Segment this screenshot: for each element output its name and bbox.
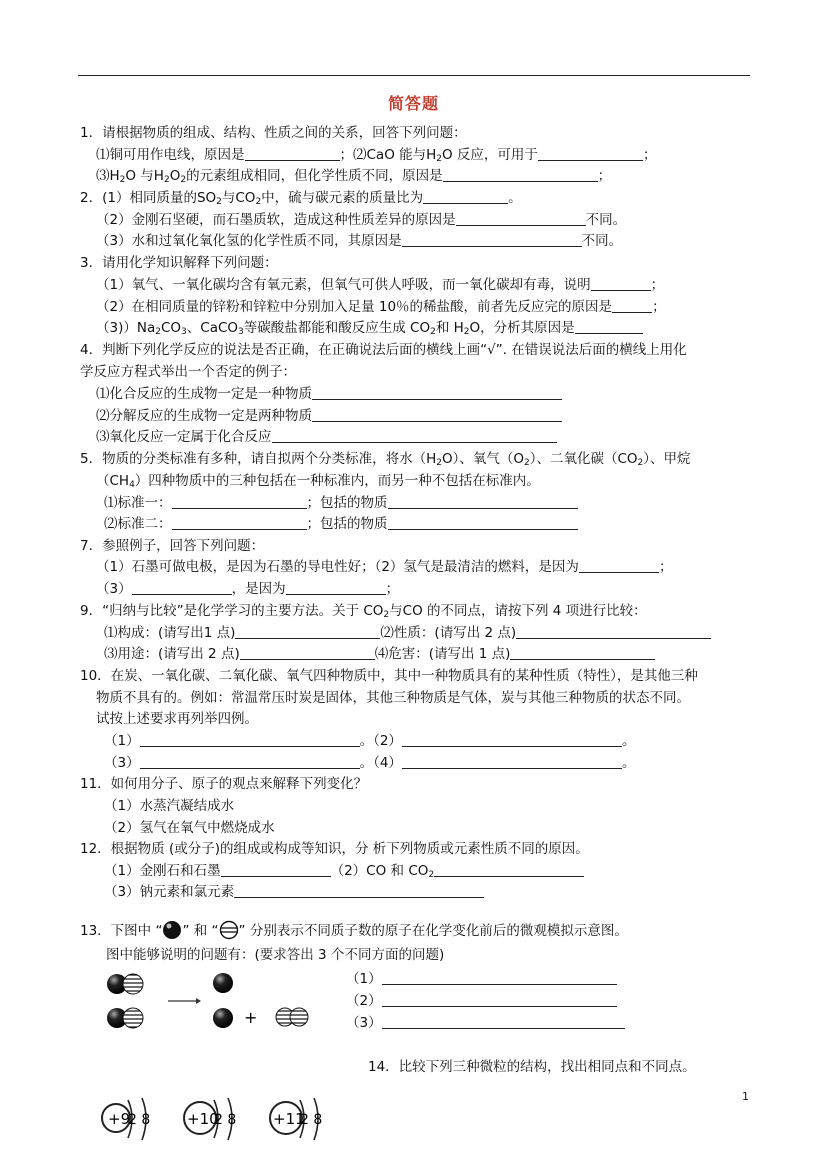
q12-line-c: （3）钠元素和氯元素: [104, 883, 484, 901]
q3-line-c: $(3))Na_2CO_3$、CaCO$_3$等碳酸盐都能和酸反应生成 $CO_2$和 $H_2O$，分析其原因是: [96, 319, 643, 341]
answer-blank[interactable]: [443, 168, 598, 182]
answer-blank[interactable]: [272, 429, 557, 443]
q2-line-b: （2）金刚石坚硬，而石墨质软，造成这种性质差异的原因是 不同。: [96, 212, 627, 228]
q9-line-a: ⑴构成：(请写出1 点) ⑵性质：(请写出 2 点): [104, 624, 711, 642]
q13-answer-2: （2）: [346, 992, 617, 1010]
answer-blank[interactable]: [591, 277, 651, 291]
answer-blank[interactable]: [402, 733, 622, 747]
answer-blank[interactable]: [312, 408, 562, 422]
answer-blank[interactable]: [221, 863, 331, 877]
q14-stem: 14．比较下列三种微粒的结构，找出相同点和不同点。: [368, 1059, 696, 1075]
answer-blank[interactable]: [234, 884, 484, 898]
q11-stem: 11．如何用分子、原子的观点来解释下列变化？: [80, 776, 368, 792]
q10-answers-2: （3） 。（4） 。: [104, 755, 636, 771]
reaction-diagram: [100, 965, 330, 1045]
q11-line-b: （2）氢气在氧气中燃烧成水: [104, 820, 275, 836]
q4-line-c: ⑶氧化反应一定属于化合反应: [96, 428, 557, 446]
answer-blank[interactable]: [579, 559, 659, 573]
q4-stem-2: 学反应方程式举出一个否定的例子：: [80, 364, 296, 380]
svg-text:+10: +10: [187, 1110, 219, 1128]
answer-blank[interactable]: [245, 147, 340, 161]
atom-structure-neon: [184, 1098, 236, 1140]
q7-line-b: （3） ，是因为 ；: [96, 581, 400, 597]
answer-blank[interactable]: [538, 147, 643, 161]
q4-line-a: ⑴化合反应的生成物一定是一种物质: [96, 385, 562, 403]
q10-line-1: 10．在炭、一氧化碳、二氧化碳、氧气四种物质中，其中一种物质具有的某种性质（特性），是其他三种: [80, 668, 698, 684]
svg-text:2 8: 2 8: [300, 1112, 323, 1128]
q9-line-b: ⑶用途：(请写出 2 点) ⑷危害：(请写出 1 点): [104, 645, 655, 663]
answer-blank[interactable]: [388, 516, 578, 530]
answer-blank[interactable]: [510, 646, 655, 660]
answer-blank[interactable]: [382, 1015, 625, 1029]
answer-blank[interactable]: [402, 755, 622, 769]
q1-line-a: ⑴铜可用作电线，原因是 ；⑵CaO 能与$H_2O$ 反应，可用于 ；: [96, 147, 657, 164]
answer-blank[interactable]: [240, 646, 375, 660]
answer-blank[interactable]: [140, 755, 360, 769]
answer-blank[interactable]: [286, 581, 386, 595]
answer-blank[interactable]: [172, 495, 307, 509]
page-number: 1: [742, 1090, 749, 1103]
q10-answers-1: （1） 。（2） 。: [104, 733, 636, 749]
solid-atom-icon: [162, 920, 182, 940]
answer-blank[interactable]: [612, 299, 652, 313]
answer-blank[interactable]: [132, 581, 232, 595]
answer-blank[interactable]: [312, 386, 562, 400]
striped-atom-icon: [219, 920, 239, 940]
atom-structure-sodium: [270, 1098, 322, 1140]
q9-stem: 9．“归纳与比较”是化学学习的主要方法。关于 $CO_2$与CO 的不同点，请按下列 4 项进行比较：: [80, 603, 647, 620]
product-molecule: [276, 1008, 308, 1026]
q12-stem: 12．根据物质 (或分子)的组成或构成等知识，分 析下列物质或元素性质不同的原因。: [80, 841, 589, 857]
q5-stem-1: 5．物质的分类标准有多种，请自拟两个分类标准，将水$(H_2O)$、氧气$(O_2)$、二氧化碳$(CO_2)$、甲烷: [80, 451, 691, 468]
answer-blank[interactable]: [402, 233, 582, 247]
q11-line-a: （1）水蒸汽凝结成水: [104, 798, 235, 814]
q3-line-a: （1）氧气、一氧化碳均含有氧元素，但氧气可供人呼吸，而一氧化碳却有毒，说明 ；: [96, 277, 665, 293]
product-atom: [213, 973, 233, 993]
q13-answer-3: （3）: [346, 1014, 625, 1032]
answer-blank[interactable]: [172, 516, 307, 530]
q13-stem: 13．下图中 “ ” 和 “ ” 分别表示不同质子数的原子在化学变化前后的微观模拟示意图。: [80, 920, 628, 940]
header-rule: [78, 75, 750, 76]
answer-blank[interactable]: [456, 212, 586, 226]
q5-line-a: ⑴标准一： ；包括的物质: [104, 494, 578, 512]
reactant-molecule: [107, 974, 143, 994]
svg-text:+: +: [244, 1008, 258, 1027]
atom-structure-fluorine: [102, 1098, 150, 1140]
q13-answer-1: （1）: [346, 970, 617, 988]
reactant-molecule: [107, 1008, 143, 1028]
answer-blank[interactable]: [423, 190, 508, 204]
answer-blank[interactable]: [140, 733, 360, 747]
q12-line-ab: （1）金刚石和石墨 （2）CO 和 $CO_2$: [104, 862, 584, 884]
q4-stem-1: 4．判断下列化学反应的说法是否正确，在正确说法后面的横线上画“√”. 在错误说法后面的横线上用化: [80, 342, 687, 358]
answer-blank[interactable]: [575, 320, 643, 334]
answer-blank[interactable]: [235, 625, 380, 639]
q1-line-b: $⑶H_2O$ 与$H_2O_2$的元素组成相同，但化学性质不同，原因是 ；: [96, 168, 612, 185]
q2-line-a: 2．(1）相同质量的$SO_2$与$CO_2$中，硫与碳元素的质量比为 。: [80, 190, 522, 207]
answer-blank[interactable]: [516, 625, 711, 639]
q5-stem-2: $(CH_4)$四种物质中的三种包括在一种标准内，而另一种不包括在标准内。: [96, 473, 540, 490]
q3-line-b: （2）在相同质量的锌粉和锌粒中分别加入足量 10％的稀盐酸，前者先反应完的原因是 ；: [96, 299, 666, 315]
product-atom: [213, 1008, 233, 1028]
answer-blank[interactable]: [382, 993, 617, 1007]
q3-stem: 3．请用化学知识解释下列问题：: [80, 255, 278, 271]
q10-line-3: 试按上述要求再列举四例。: [96, 711, 258, 727]
svg-text:2 8: 2 8: [128, 1112, 151, 1128]
q10-line-2: 物质不具有的。例如：常温常压时炭是固体，其他三种物质是气体，炭与其他三种物质的状态不同。: [96, 690, 690, 706]
q7-stem: 7．参照例子，回答下列问题：: [80, 538, 265, 554]
svg-text:+11: +11: [273, 1110, 305, 1128]
q7-line-a: （1）石墨可做电极，是因为石墨的导电性好；（2）氢气是最清洁的燃料，是因为 ；: [96, 559, 673, 575]
q13-subprompt: 图中能够说明的问题有：(要求答出 3 个不同方面的问题): [106, 947, 445, 963]
answer-blank[interactable]: [434, 863, 584, 877]
q1-stem: 1．请根据物质的组成、结构、性质之间的关系，回答下列问题：: [80, 125, 467, 141]
atom-structures: [98, 1088, 348, 1158]
q4-line-b: ⑵分解反应的生成物一定是两种物质: [96, 407, 562, 425]
page-title: 简答题: [387, 94, 439, 113]
svg-text:2 8: 2 8: [214, 1112, 237, 1128]
svg-text:+9: +9: [108, 1110, 131, 1128]
q2-line-c: （3）水和过氧化氧化氢的化学性质不同，其原因是 不同。: [96, 233, 623, 249]
answer-blank[interactable]: [388, 495, 578, 509]
answer-blank[interactable]: [382, 971, 617, 985]
q5-line-b: ⑵标准二： ；包括的物质: [104, 515, 578, 533]
